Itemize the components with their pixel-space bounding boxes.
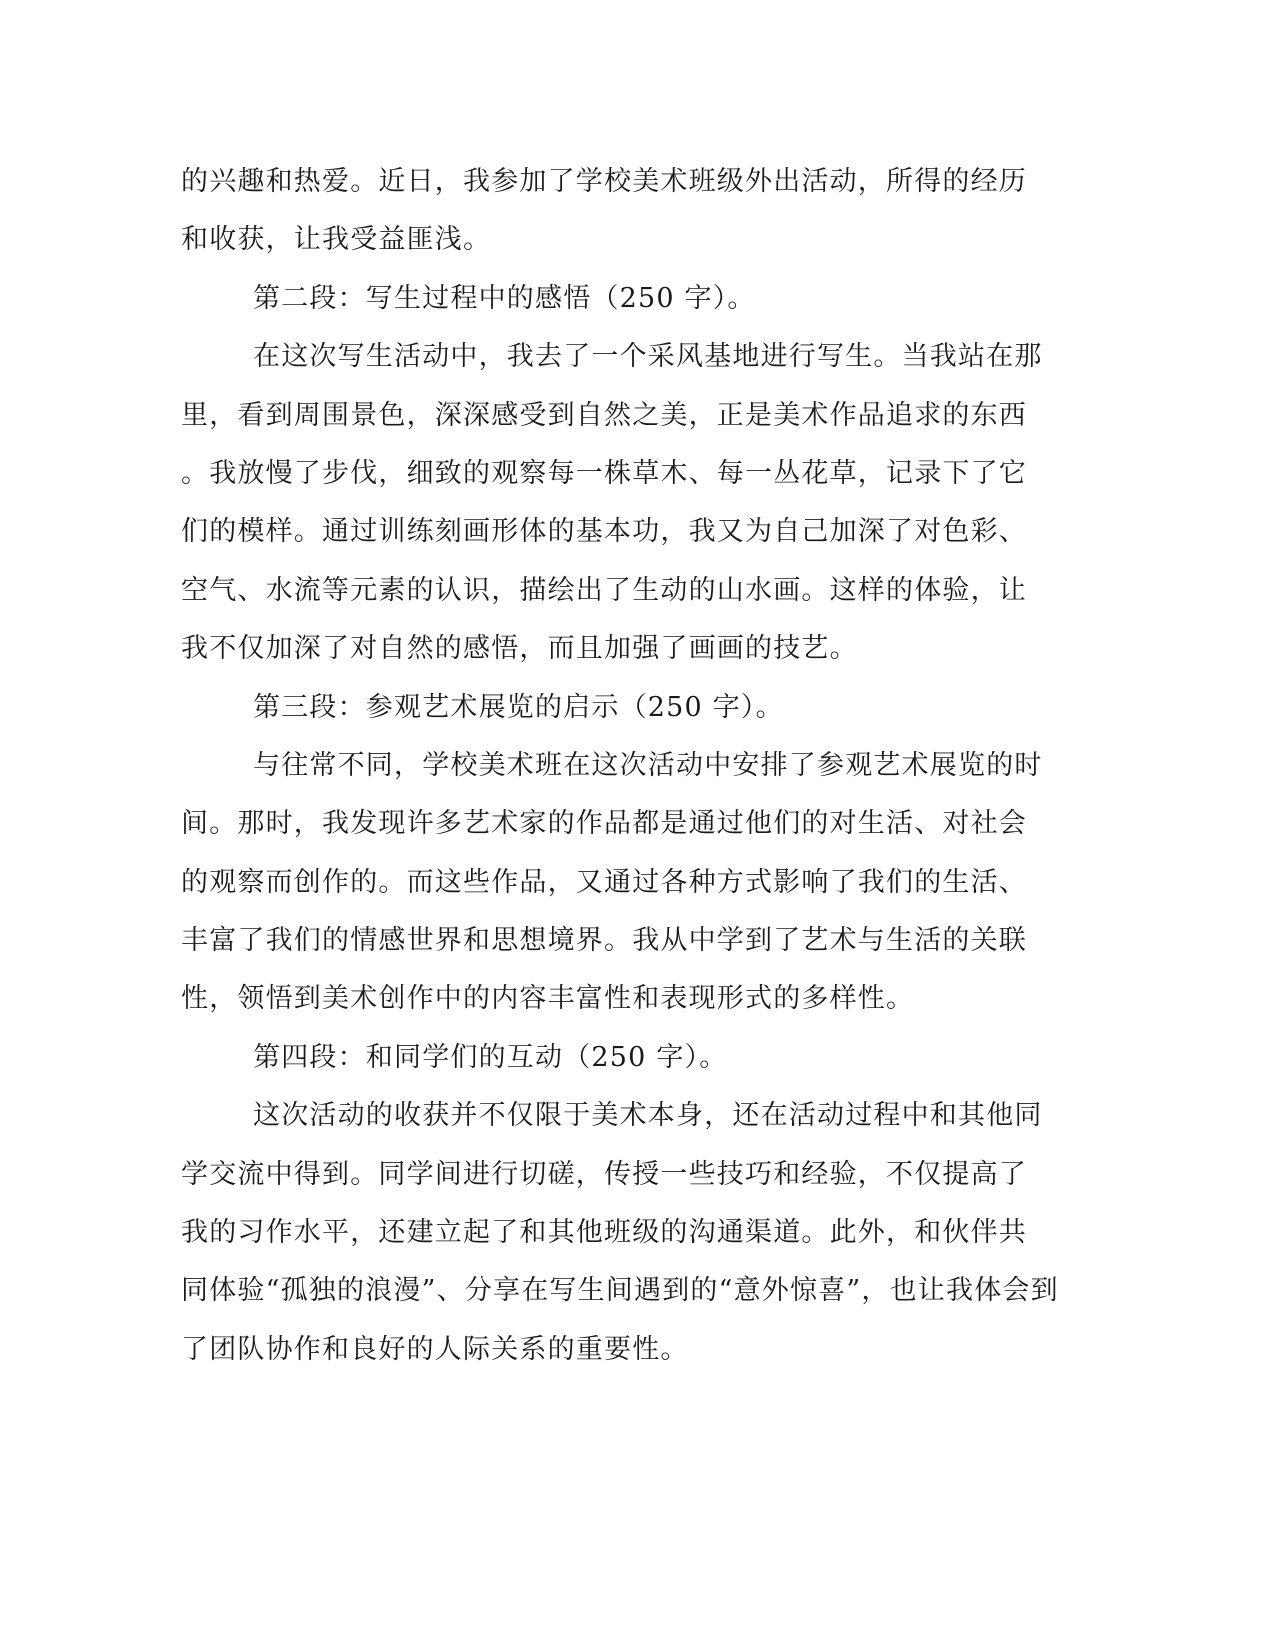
text-line: 间。那时，我发现许多艺术家的作品都是通过他们的对生活、对社会: [181, 808, 1027, 840]
text-line: 里，看到周围景色，深深感受到自然之美，正是美术作品追求的东西: [181, 399, 1027, 431]
text-line: 的观察而创作的。而这些作品，又通过各种方式影响了我们的生活、: [181, 866, 1027, 898]
text-line: 了团队协作和良好的人际关系的重要性。: [181, 1333, 689, 1365]
section-heading-4: 第四段：和同学们的互动（250 字）。: [253, 1041, 728, 1073]
text-line: 丰富了我们的情感世界和思想境界。我从中学到了艺术与生活的关联: [181, 925, 1027, 957]
text-line: 我的习作水平，还建立起了和其他班级的沟通渠道。此外，和伙伴共: [181, 1217, 1027, 1249]
text-line: 同体验“孤独的浪漫”、分享在写生间遇到的“意外惊喜”，也让我体会到: [181, 1275, 1059, 1307]
text-line: 与往常不同，学校美术班在这次活动中安排了参观艺术展览的时: [253, 749, 1043, 781]
text-line: 。我放慢了步伐，细致的观察每一株草木、每一丛花草，记录下了它: [181, 457, 1027, 489]
text-line: 和收获，让我受益匪浅。: [181, 224, 492, 256]
text-line: 学交流中得到。同学间进行切磋，传授一些技巧和经验，不仅提高了: [181, 1158, 1027, 1190]
document-body: [181, 153, 1059, 1379]
text-line: 性，领悟到美术创作中的内容丰富性和表现形式的多样性。: [181, 983, 915, 1015]
text-line: 在这次写生活动中，我去了一个采风基地进行写生。当我站在那: [253, 341, 1043, 373]
text-line: 的兴趣和热爱。近日，我参加了学校美术班级外出活动，所得的经历: [181, 166, 1027, 197]
section-heading-2: 第二段：写生过程中的感悟（250 字）。: [253, 282, 756, 314]
text-line: 我不仅加深了对自然的感悟，而且加强了画画的技艺。: [181, 633, 858, 665]
section-heading-3: 第三段：参观艺术展览的启示（250 字）。: [253, 691, 784, 723]
text-line: 空气、水流等元素的认识，描绘出了生动的山水画。这样的体验，让: [181, 574, 1027, 606]
text-line: 这次活动的收获并不仅限于美术本身，还在活动过程中和其他同: [253, 1100, 1043, 1132]
text-line: 们的模样。通过训练刻画形体的基本功，我又为自己加深了对色彩、: [181, 516, 1027, 548]
